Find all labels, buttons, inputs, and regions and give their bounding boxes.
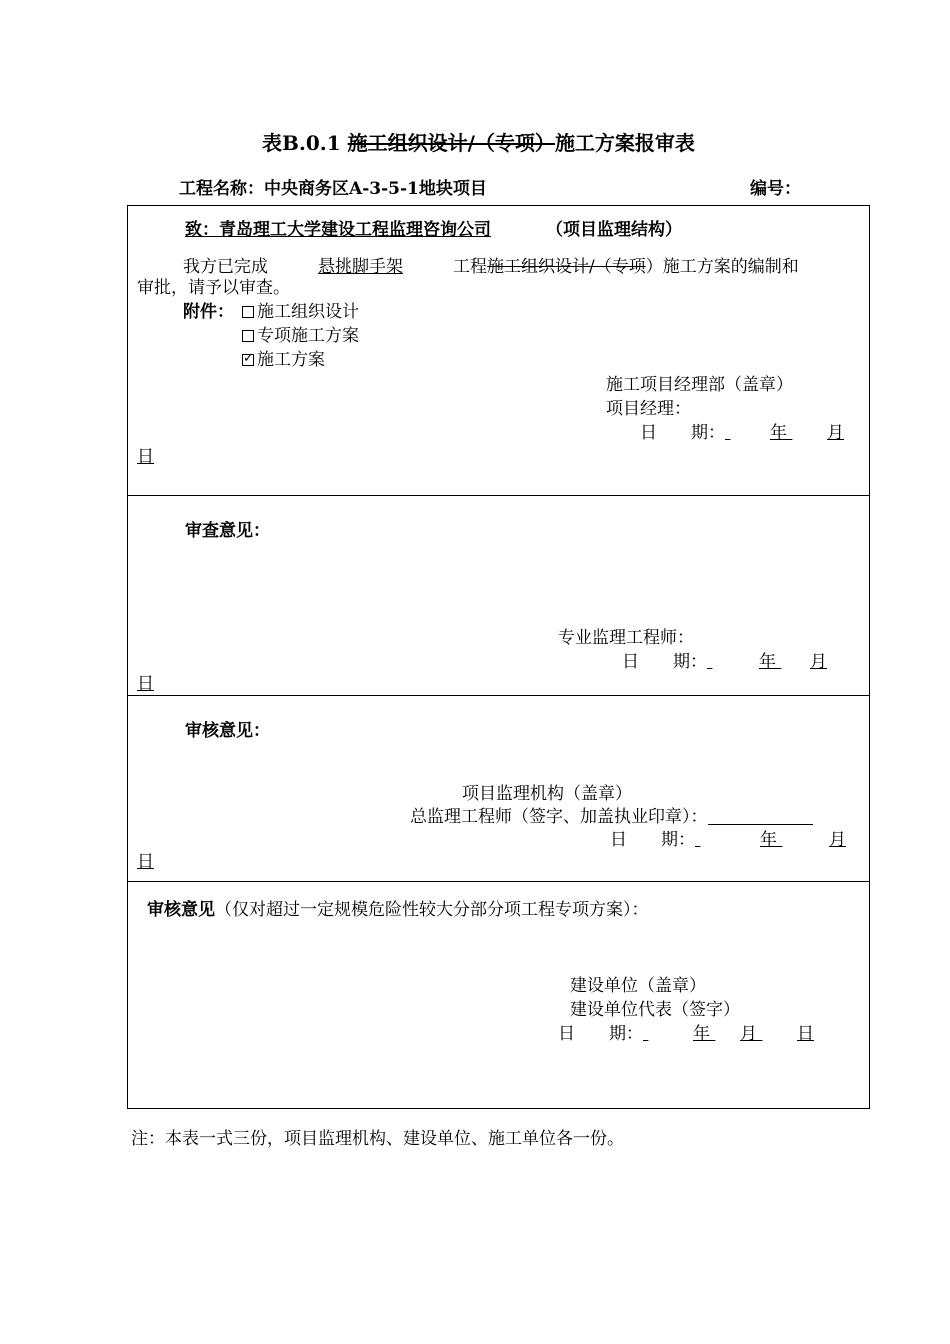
project-name: 中央商务区A-3-5-1地块项目 — [264, 179, 487, 199]
date-month-blank[interactable] — [777, 829, 829, 851]
option-construction-plan[interactable] — [242, 349, 325, 371]
checkbox-empty-icon[interactable] — [242, 330, 254, 342]
to-label: 致 — [185, 220, 202, 240]
option-label: 施工方案 — [257, 350, 325, 370]
title-suffix: 施工方案报审表 — [554, 131, 695, 155]
supervising-engineer-label: 专业监理工程师： — [558, 628, 694, 648]
supervision-org-seal: 项目监理机构（盖章） — [462, 784, 632, 804]
checkbox-checked-icon[interactable] — [242, 354, 254, 366]
year-label: 年 — [759, 652, 776, 672]
paragraph-struck: 施工组织设计/（专项 — [487, 257, 646, 277]
contractor-dept-seal: 施工项目经理部（盖章） — [606, 375, 793, 395]
option-special-plan[interactable] — [242, 325, 359, 347]
chief-engineer-row — [410, 806, 813, 828]
project-manager-label: 项目经理： — [606, 399, 691, 419]
option-construction-org-design[interactable] — [242, 301, 359, 323]
addressee-suffix: （项目监理结构） — [546, 220, 682, 240]
date-label: 日 期： — [610, 830, 695, 850]
month-label: 月 — [829, 830, 846, 850]
addressee-row — [185, 219, 491, 241]
day-label: 日 — [137, 674, 154, 694]
day-label: 日 — [137, 447, 154, 467]
year-label: 年 — [770, 423, 787, 443]
date-year-blank[interactable] — [643, 1023, 693, 1045]
audit-opinion-label: 审核意见： — [185, 721, 270, 741]
owner-opinion-row — [147, 899, 649, 921]
chief-signature-blank[interactable] — [708, 808, 813, 825]
paragraph-mid: 工程 — [453, 257, 487, 277]
date-month-blank[interactable] — [710, 1023, 740, 1045]
date-row-3 — [610, 829, 846, 851]
month-label: 月 — [740, 1024, 757, 1044]
owner-opinion-label: 审核意见 — [147, 900, 215, 920]
owner-opinion-note: （仅对超过一定规模危险性较大分部分项工程专项方案）： — [215, 900, 649, 920]
row-divider-2 — [127, 695, 870, 696]
option-label: 专项施工方案 — [257, 326, 359, 346]
day-label: 日 — [137, 852, 154, 872]
review-opinion-label: 审查意见： — [185, 521, 270, 541]
title-struck-text: 施工组织设计/（专项） — [347, 131, 555, 155]
number-label: 编号： — [750, 179, 801, 199]
checkbox-empty-icon[interactable] — [242, 306, 254, 318]
form-title — [262, 132, 695, 154]
paragraph-line-2: 审批，请予以审查。 — [137, 278, 290, 298]
month-label: 月 — [827, 423, 844, 443]
owner-unit-seal: 建设单位（盖章） — [570, 976, 706, 996]
date-month-blank[interactable] — [776, 651, 810, 673]
title-prefix: 表B.0.1 — [262, 131, 348, 155]
option-label: 施工组织设计 — [257, 302, 359, 322]
month-label: 月 — [810, 652, 827, 672]
project-label: 工程名称： — [179, 179, 264, 199]
attachment-label: 附件： — [183, 302, 234, 322]
chief-engineer-label: 总监理工程师（签字、加盖执业印章）： — [410, 807, 708, 827]
footnote: 注：本表一式三份，项目监理机构、建设单位、施工单位各一份。 — [131, 1129, 624, 1149]
date-month-blank[interactable] — [787, 422, 827, 444]
date-label: 日 期： — [558, 1024, 643, 1044]
row-divider-1 — [127, 495, 870, 496]
owner-rep-label: 建设单位代表（签字） — [570, 1000, 740, 1020]
date-label: 日 期： — [622, 652, 707, 672]
project-name-row — [179, 178, 487, 200]
date-row-4 — [558, 1023, 814, 1045]
date-year-blank[interactable] — [695, 829, 760, 851]
date-row-2 — [622, 651, 827, 673]
paragraph-prefix: 我方已完成 — [183, 257, 268, 277]
paragraph-end: ）施工方案的编制和 — [645, 257, 799, 277]
day-label: 日 — [797, 1024, 814, 1044]
plan-item-field[interactable]: 悬挑脚手架 — [318, 257, 403, 277]
date-year-blank[interactable] — [707, 651, 759, 673]
date-day-blank[interactable] — [757, 1023, 797, 1045]
date-year-blank[interactable] — [725, 422, 770, 444]
year-label: 年 — [760, 830, 777, 850]
addressee: ：青岛理工大学建设工程监理咨询公司 — [202, 220, 491, 240]
year-label: 年 — [693, 1024, 710, 1044]
submission-paragraph — [183, 256, 799, 278]
date-row-1 — [640, 422, 844, 444]
date-label: 日 期： — [640, 423, 725, 443]
row-divider-3 — [127, 881, 870, 882]
